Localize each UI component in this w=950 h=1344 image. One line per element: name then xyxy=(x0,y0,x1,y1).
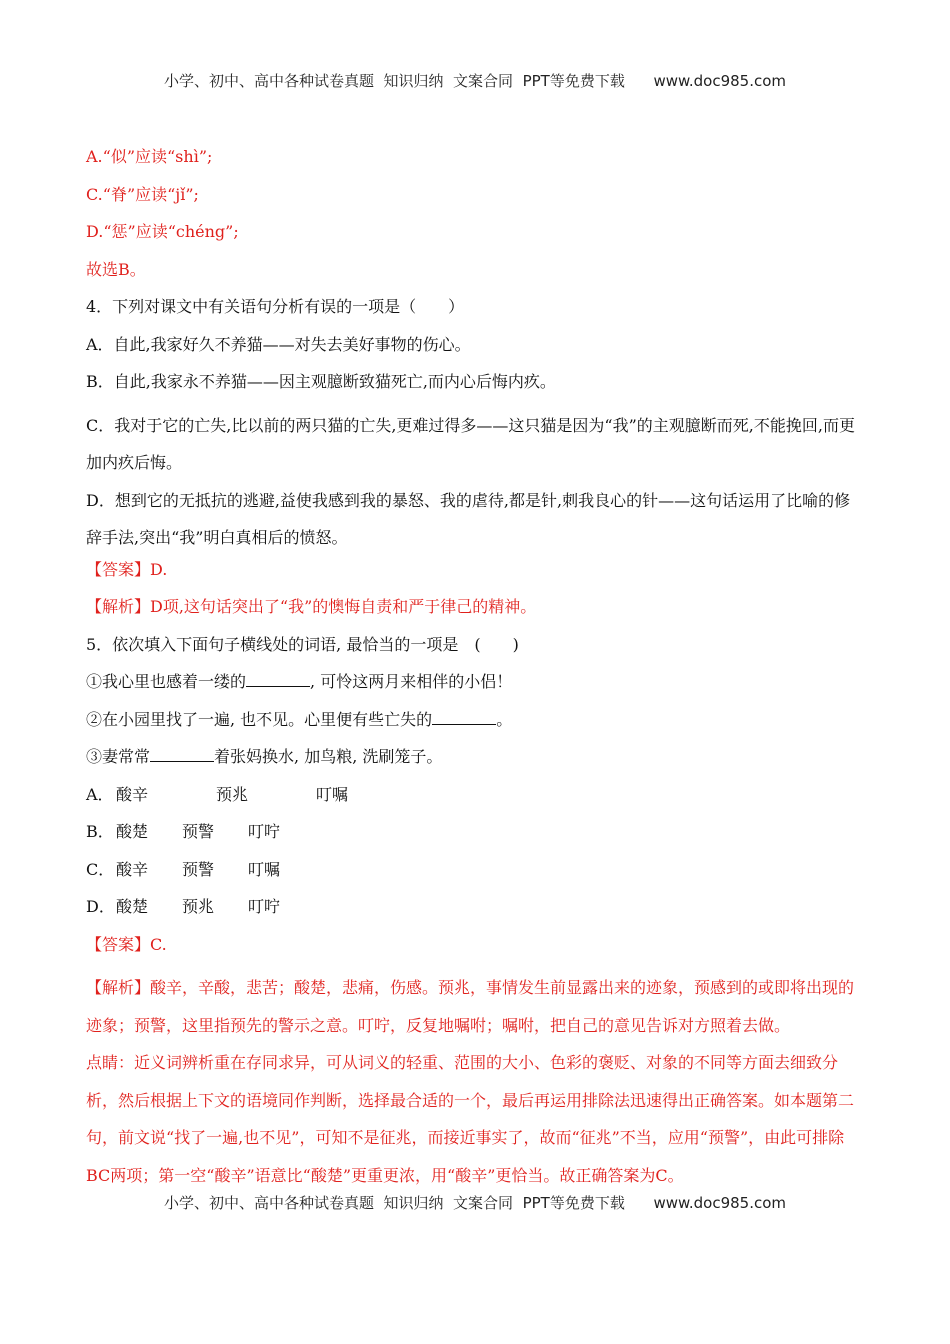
q5-option-b-label: B． xyxy=(86,822,114,841)
q5-option-d-label: D． xyxy=(86,897,115,916)
q5-stem: 5．依次填入下面句子横线处的词语, 最恰当的一项是 ( ) xyxy=(86,634,519,654)
q5-option-b-word2: 预警 xyxy=(182,822,215,841)
q5-sentence-2 xyxy=(86,707,864,745)
q5-option-a-word1: 酸辛 xyxy=(116,784,149,804)
q5-s3-post: 着张妈换水, 加鸟粮, 洗刷笼子。 xyxy=(214,747,443,766)
page-footer: 小学、初中、高中各种试卷真题 知识归纳 文案合同 PPT等免费下载 www.doc985.com xyxy=(163,1194,787,1212)
q5-s3-pre: ③妻常常 xyxy=(86,747,151,766)
q5-s2-pre: ②在小园里找了一遍, 也不见。心里便有些亡失的 xyxy=(86,709,433,729)
q5-option-d-word1: 酸楚 xyxy=(116,897,149,916)
q4-option-d: D．想到它的无抵抗的逃避,益使我感到我的暴怒、我的虐待,都是针,刺我良心的针——这句话运用了比喻的修辞手法,突出“我”明白真相后的愤怒。 xyxy=(86,490,851,547)
q5-blank-3 xyxy=(150,747,214,762)
prev-conclusion: 故选B。 xyxy=(86,259,146,279)
q5-answer: 【答案】C. xyxy=(86,934,167,954)
q4-option-a: A．自此,我家好久不养猫——对失去美好事物的伤心。 xyxy=(86,334,471,354)
q4-answer: 【答案】D. xyxy=(86,559,168,579)
q5-option-d-word3: 叮咛 xyxy=(248,897,281,916)
prev-option-d: D.“惩”应读“chéng”; xyxy=(86,222,239,241)
q5-analysis: 【解析】酸辛，辛酸，悲苦；酸楚，悲痛，伤感。预兆，事情发生前显露出来的迹象，预感到的或即将出现的迹象；预警，这里指预先的警示之意。叮咛，反复地嘱咐；嘱咐，把自己的意见告诉对方照着去做。 xyxy=(86,978,855,1035)
q5-blank-2 xyxy=(432,710,496,725)
q5-sentence-1 xyxy=(86,669,864,707)
q5-option-c xyxy=(86,857,864,895)
q5-blank-1 xyxy=(246,672,310,687)
prev-option-c: C.“脊”应读“jǐ”; xyxy=(86,184,199,204)
q5-option-c-word2: 预警 xyxy=(182,859,215,879)
q5-option-a-label: A． xyxy=(86,784,114,804)
q5-option-a xyxy=(86,782,864,820)
q4-option-c: C．我对于它的亡失,比以前的两只猫的亡失,更难过得多——这只猫是因为“我”的主观臆断而死,不能挽回,而更加内疚后悔。 xyxy=(86,415,855,472)
q5-s1-post: , 可怜这两月来相伴的小侣！ xyxy=(310,672,513,691)
q5-option-b-word3: 叮咛 xyxy=(248,822,281,841)
q5-sentence-3 xyxy=(86,744,864,782)
q5-option-a-word2: 预兆 xyxy=(216,784,249,804)
page-header: 小学、初中、高中各种试卷真题 知识归纳 文案合同 PPT等免费下载 www.doc985.com xyxy=(163,72,787,90)
q5-option-a-word3: 叮嘱 xyxy=(316,784,349,804)
document-body xyxy=(86,144,864,1194)
q4-option-b: B．自此,我家永不养猫——因主观臆断致猫死亡,而内心后悔内疚。 xyxy=(86,372,556,391)
q4-analysis: 【解析】D项,这句话突出了“我”的懊悔自责和严于律己的精神。 xyxy=(86,597,537,616)
q5-option-c-label: C． xyxy=(86,859,115,879)
q5-option-c-word1: 酸辛 xyxy=(116,859,149,879)
q4-stem: 4．下列对课文中有关语句分析有误的一项是（ ） xyxy=(86,297,465,316)
prev-option-a: A.“似”应读“shì”; xyxy=(86,147,213,166)
q5-s2-post: 。 xyxy=(496,709,513,729)
q5-s1-pre: ①我心里也感着一缕的 xyxy=(86,672,247,691)
q5-option-d xyxy=(86,894,864,932)
q5-option-b-word1: 酸楚 xyxy=(116,822,149,841)
q5-option-b xyxy=(86,819,864,857)
q5-option-c-word3: 叮嘱 xyxy=(248,859,281,879)
q5-tip: 点睛：近义词辨析重在存同求异，可从词义的轻重、范围的大小、色彩的褒贬、对象的不同等方面去细致分析，然后根据上下文的语境同作判断，选择最合适的一个，最后再运用排除法迅速得出正确答案。如本题第二句，前文说“找了一遍,也不见”，可知不是征兆，而接近事实了，故而“征兆”不当，应用“预警”，由此可排除BC两项；第一空“酸辛”语意比“酸楚”更重更浓，用“酸辛”更恰当。故正确答案为C。 xyxy=(86,1053,855,1185)
q5-option-d-word2: 预兆 xyxy=(182,897,215,916)
